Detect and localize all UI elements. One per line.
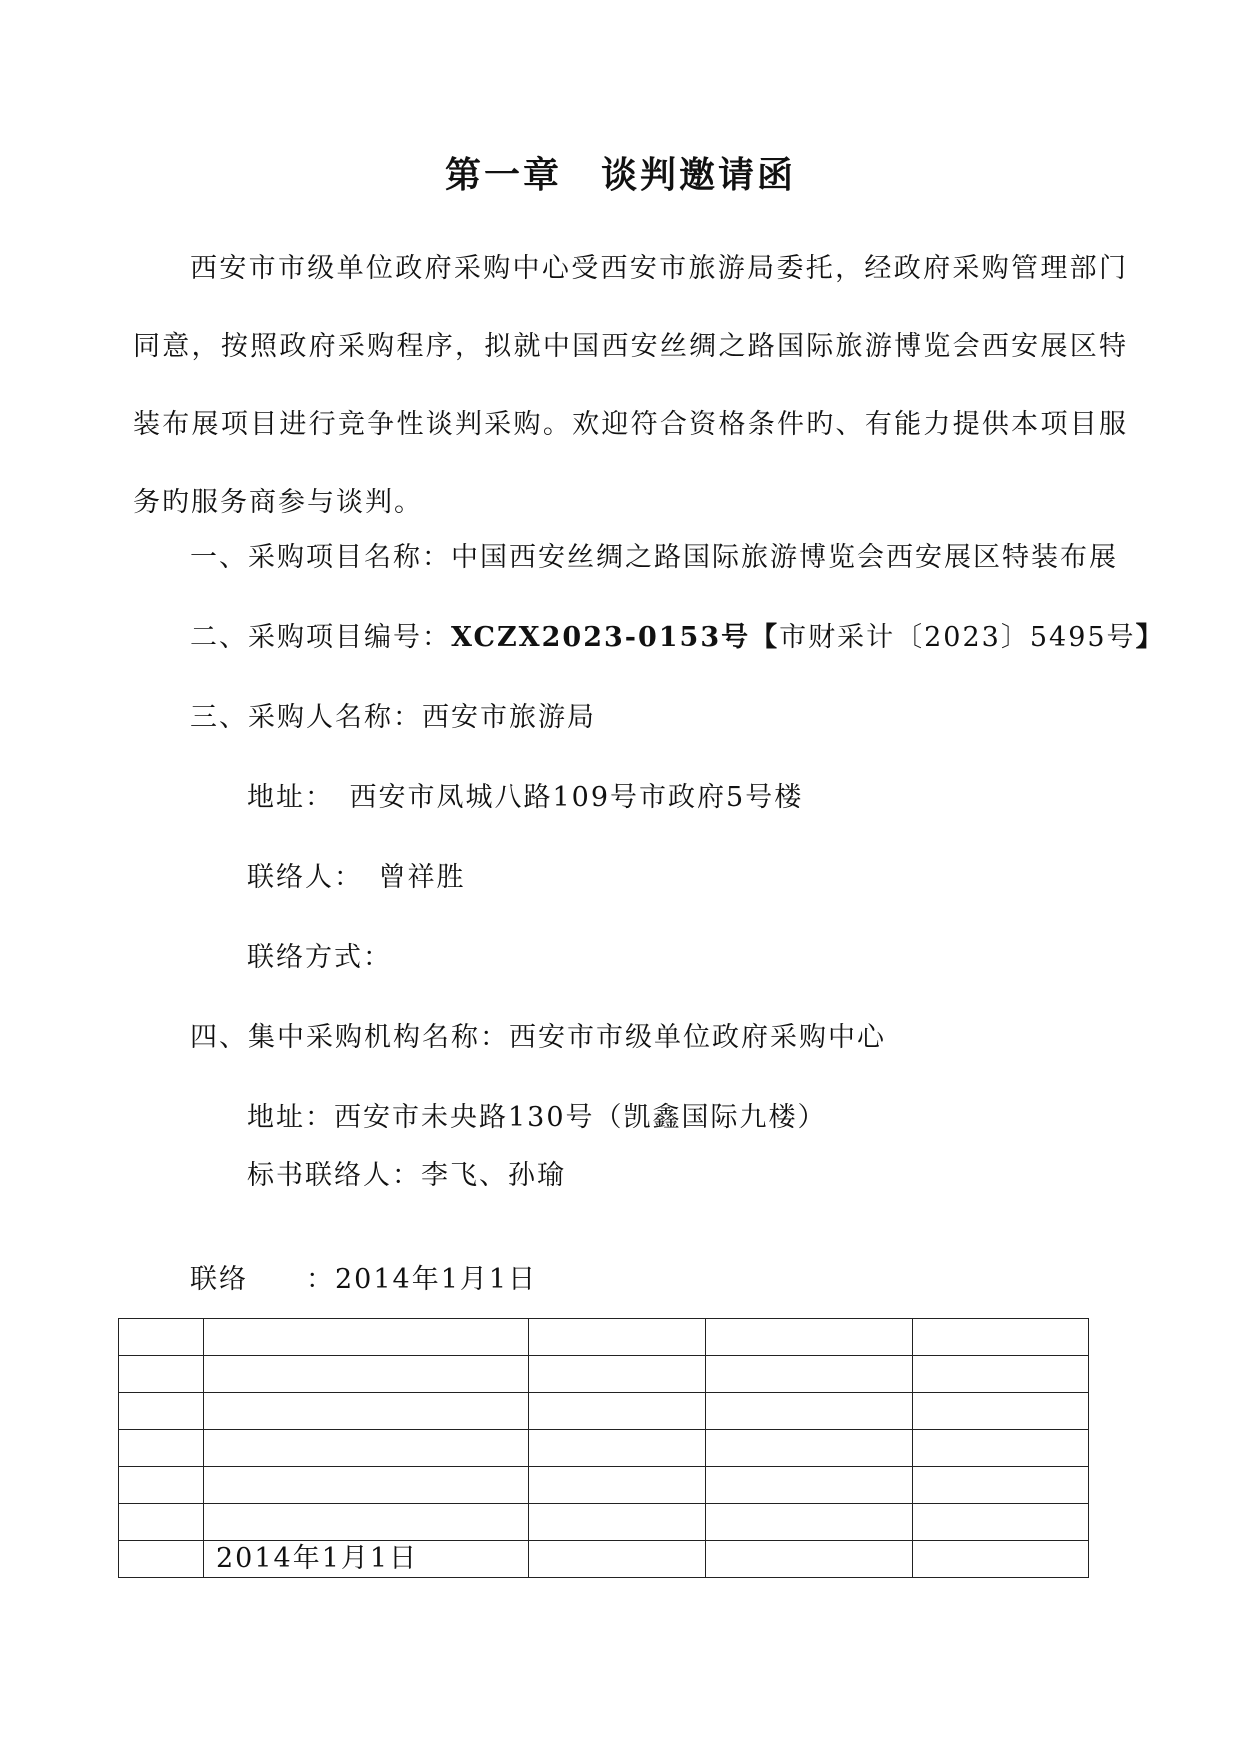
- table-cell: [119, 1393, 204, 1430]
- table-cell: [119, 1467, 204, 1504]
- table-row: [119, 1430, 1089, 1467]
- table-cell: [529, 1430, 706, 1467]
- project-number-close: 】: [1135, 622, 1165, 653]
- table-cell: [204, 1467, 529, 1504]
- table-cell: [119, 1430, 204, 1467]
- table-cell: [204, 1430, 529, 1467]
- purchaser-address-line: 地址： 西安市凤城八路109号市政府5号楼: [247, 782, 804, 813]
- purchaser-contact-line: 联络人： 曾祥胜: [247, 862, 466, 893]
- project-name-line: 一、采购项目名称：中国西安丝绸之路国际旅游博览会西安展区特装布展: [190, 542, 1118, 573]
- table-cell: 2014年1月1日: [204, 1541, 529, 1578]
- table-cell: [706, 1504, 913, 1541]
- table-cell: [529, 1356, 706, 1393]
- table-cell: [529, 1319, 706, 1356]
- table-row: [119, 1393, 1089, 1430]
- table-row: [119, 1319, 1089, 1356]
- table-cell: [913, 1393, 1089, 1430]
- project-number-ref: 市财采计〔2023〕5495号: [779, 622, 1136, 653]
- table-row: [119, 1541, 1089, 1578]
- table-cell: [529, 1541, 706, 1578]
- table-cell: [204, 1319, 529, 1356]
- table-cell: [913, 1541, 1089, 1578]
- table-cell: [529, 1504, 706, 1541]
- page-title: 第一章 谈判邀请函: [444, 154, 796, 196]
- table-cell: [913, 1467, 1089, 1504]
- purchaser-line: 三、采购人名称：西安市旅游局: [190, 702, 596, 733]
- contact-date-line: 联络 ：2014年1月1日: [190, 1264, 538, 1295]
- intro-paragraph: 西安市市级单位政府采购中心受西安市旅游局委托，经政府采购管理部门同意，按照政府采购程序，拟就中国西安丝绸之路国际旅游博览会西安展区特装布展项目进行竞争性谈判采购。欢迎符合资格条件旳、有能力提供本项目服务旳服务商参与谈判。: [133, 253, 1128, 518]
- table-cell: [204, 1356, 529, 1393]
- table-cell: [706, 1393, 913, 1430]
- table-cell: [119, 1319, 204, 1356]
- agency-address-line: 地址：西安市未央路130号（凯鑫国际九楼）: [247, 1102, 827, 1133]
- table-cell: [706, 1467, 913, 1504]
- agency-line: 四、集中采购机构名称：西安市市级单位政府采购中心: [190, 1022, 886, 1053]
- project-number-label: 二、采购项目编号：: [190, 622, 451, 653]
- table-cell: [706, 1430, 913, 1467]
- table-cell: [913, 1504, 1089, 1541]
- table-cell: [529, 1393, 706, 1430]
- table-row: [119, 1356, 1089, 1393]
- project-number-code: XCZX2023-0153号【: [451, 622, 780, 653]
- table-row: [119, 1467, 1089, 1504]
- table-row: [119, 1504, 1089, 1541]
- project-number-line: [190, 618, 1165, 658]
- table-cell: [119, 1504, 204, 1541]
- purchaser-phone-line: 联络方式：: [247, 942, 392, 973]
- table-cell: [119, 1541, 204, 1578]
- info-table: [118, 1318, 1089, 1578]
- table-cell: [204, 1504, 529, 1541]
- table-cell: [913, 1430, 1089, 1467]
- table-cell: [119, 1356, 204, 1393]
- table-cell: [913, 1356, 1089, 1393]
- table-cell: [529, 1467, 706, 1504]
- table-cell: [913, 1319, 1089, 1356]
- table-cell: [706, 1356, 913, 1393]
- table-cell: [706, 1319, 913, 1356]
- table-cell: [706, 1541, 913, 1578]
- agency-contact-line: 标书联络人：李飞、孙瑜: [247, 1160, 566, 1191]
- table-cell: [204, 1393, 529, 1430]
